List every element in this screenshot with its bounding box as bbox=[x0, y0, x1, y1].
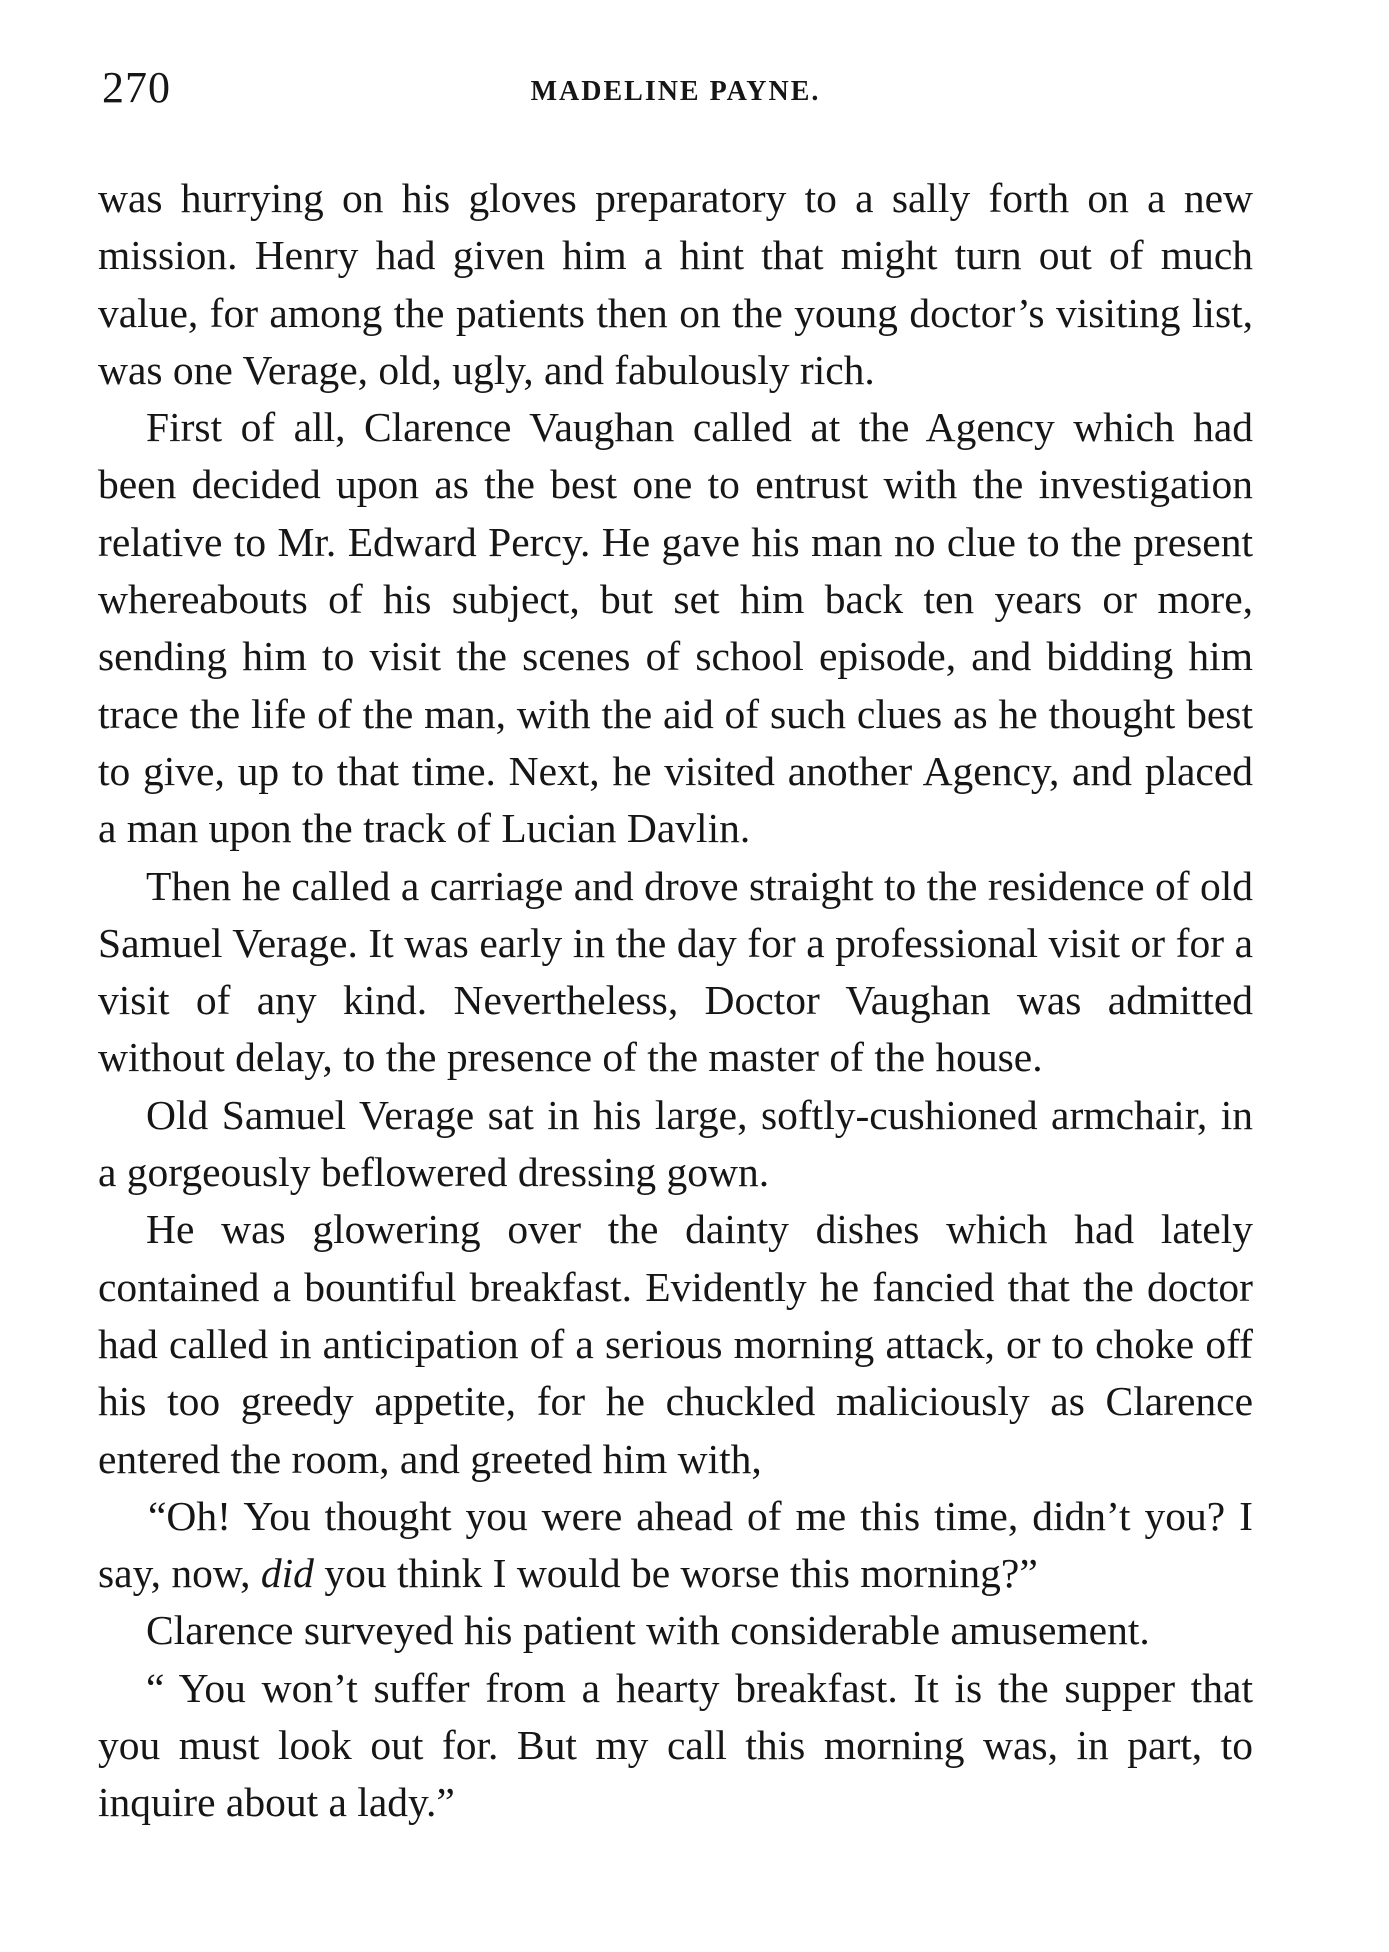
paragraph: “ You won’t suffer from a hearty breakfast. It is the supper that you must look out for. But my call this morning was, in part, to inquire about a lady.” bbox=[98, 1664, 1253, 1826]
emphasized-word: did bbox=[260, 1550, 314, 1597]
dialogue-text: you think I would be worse this morning?” bbox=[313, 1550, 1038, 1597]
paragraph: Clarence surveyed his patient with considerable amusement. bbox=[146, 1607, 1150, 1654]
page-number: 270 bbox=[102, 63, 171, 112]
paragraph: was hurrying on his gloves preparatory to a sally forth on a new mission. Henry had given him a hint that might turn out of much value, for among the patients then on the young doctor’s visiting list, was one Verage, old, ugly, and fabulously rich. bbox=[98, 175, 1253, 393]
paragraph: He was glowering over the dainty dishes which had lately contained a bountiful breakfast. Evidently he fancied that the doctor had called in anticipation of a serious morning attack, or to choke off his too greedy appetite, for he chuckled maliciously as Clarence entered the room, and greeted him with, bbox=[98, 1206, 1253, 1482]
page-header bbox=[98, 52, 1253, 132]
body-text bbox=[98, 170, 1253, 1832]
running-title: MADELINE PAYNE. bbox=[530, 76, 821, 107]
paragraph: First of all, Clarence Vaughan called at the Agency which had been decided upon as the best one to entrust with the investigation relative to Mr. Edward Percy. He gave his man no clue to the present whereabouts of his subject, but set him back ten years or more, sending him to visit the scenes of school episode, and bidding him trace the life of the man, with the aid of such clues as he thought best to give, up to that time. Next, he visited another Agency, and placed a man upon the track of Lucian Davlin. bbox=[98, 404, 1253, 852]
dialogue-paragraph bbox=[98, 1488, 1253, 1603]
paragraph: Then he called a carriage and drove straight to the residence of old Samuel Verage. It was early in the day for a professional visit or for a visit of any kind. Nevertheless, Doctor Vaughan was admitted without delay, to the presence of the master of the house. bbox=[98, 862, 1253, 1081]
dialogue-text: “Oh! You thought you were ahead of me this time, didn’t you? I say, now, bbox=[98, 1492, 1253, 1597]
book-page bbox=[98, 52, 1253, 1912]
paragraph: Old Samuel Verage sat in his large, softly-cushioned armchair, in a gorgeously beflowered dressing gown. bbox=[98, 1091, 1253, 1196]
